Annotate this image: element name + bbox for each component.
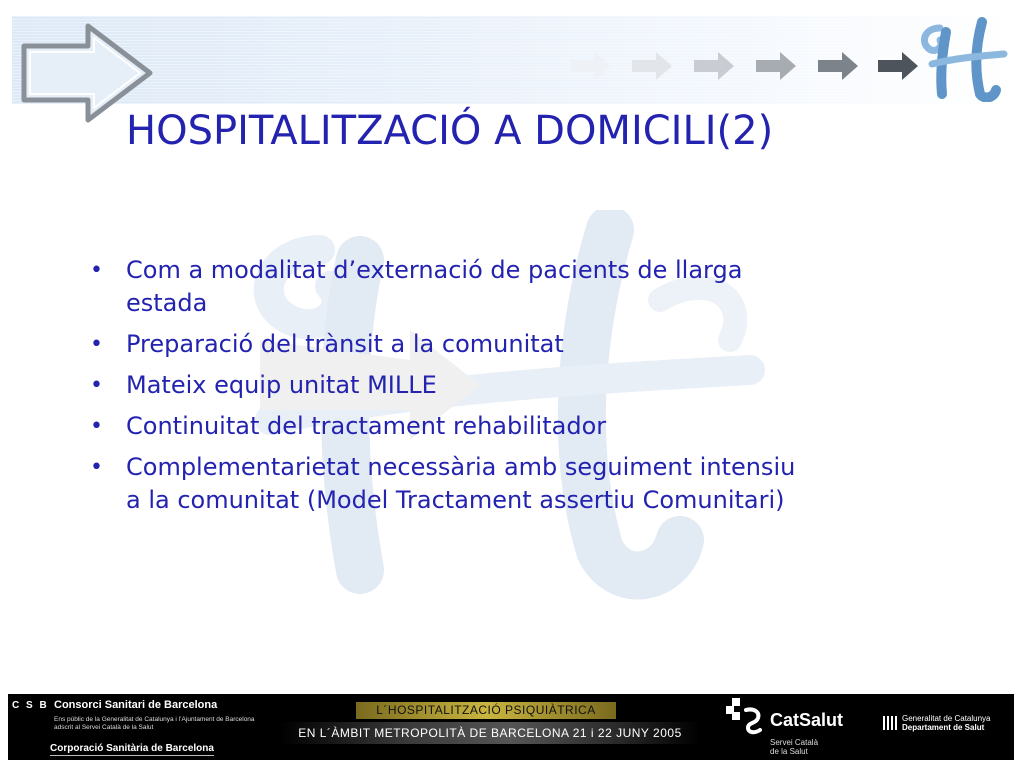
generalitat-line1: Generalitat de Catalunya — [902, 714, 991, 723]
csb-desc-line1: Ens públic de la Generalitat de Catalunya i l’Ajuntament de Barcelona — [54, 716, 255, 723]
csb-name: Consorci Sanitari de Barcelona — [54, 699, 218, 711]
generalitat-text — [902, 714, 991, 732]
list-item — [86, 451, 936, 517]
bullet-dot: • — [90, 414, 103, 439]
csb-letters: C S B — [12, 700, 49, 711]
bullet-list — [86, 254, 936, 525]
csb-logo-block — [12, 698, 282, 756]
bullet-text-line1: Continuitat del tractament rehabilitador — [126, 412, 607, 440]
bullet-dot: • — [90, 258, 103, 283]
bullet-text-line1: Com a modalitat d’externació de pacients de llarga — [126, 256, 743, 284]
slide-title: HOSPITALITZACIÓ A DOMICILI(2) — [126, 108, 774, 154]
bullet-text-line1: Preparació del trànsit a la comunitat — [126, 330, 564, 358]
generalitat-stripes-icon — [882, 714, 900, 732]
bullet-dot: • — [90, 373, 103, 398]
bullet-text-line2: a la comunitat (Model Tractament assertiu Comunitari) — [126, 486, 785, 514]
h-letter-logo-icon — [916, 14, 1010, 102]
bullet-text-line2: estada — [126, 289, 208, 317]
list-item — [86, 410, 936, 443]
footer-bar — [8, 694, 1014, 760]
catsalut-sub-line2: de la Salut — [770, 747, 808, 756]
event-banner — [280, 694, 720, 760]
chevron-arrows-icon — [560, 44, 930, 88]
bullet-text-line1: Complementarietat necessària amb seguiment intensiu — [126, 453, 796, 481]
generalitat-block — [880, 712, 1014, 742]
catsalut-sub-line1: Servei Català — [770, 738, 819, 747]
csb-corporation: Corporació Sanitària de Barcelona — [50, 743, 214, 754]
list-item — [86, 328, 936, 361]
csb-desc-line2: adscrit al Servei Català de la Salut — [54, 724, 154, 731]
list-item — [86, 254, 936, 320]
catsalut-block — [724, 694, 874, 760]
bullet-dot: • — [90, 455, 103, 480]
generalitat-line2: Departament de Salut — [902, 723, 985, 732]
catsalut-name: CatSalut — [770, 710, 844, 730]
event-title: L´HOSPITALITZACIÓ PSIQUIÀTRICA — [356, 702, 616, 719]
catsalut-subtitle — [770, 738, 818, 756]
bullet-text-line1: Mateix equip unitat MILLE — [126, 371, 437, 399]
csb-description — [54, 716, 284, 732]
event-subtitle: EN L´ÀMBIT METROPOLITÀ DE BARCELONA 21 i 22 JUNY 2005 — [280, 722, 700, 744]
bullet-dot: • — [90, 332, 103, 357]
list-item — [86, 369, 936, 402]
catsalut-logo-icon — [724, 696, 764, 736]
